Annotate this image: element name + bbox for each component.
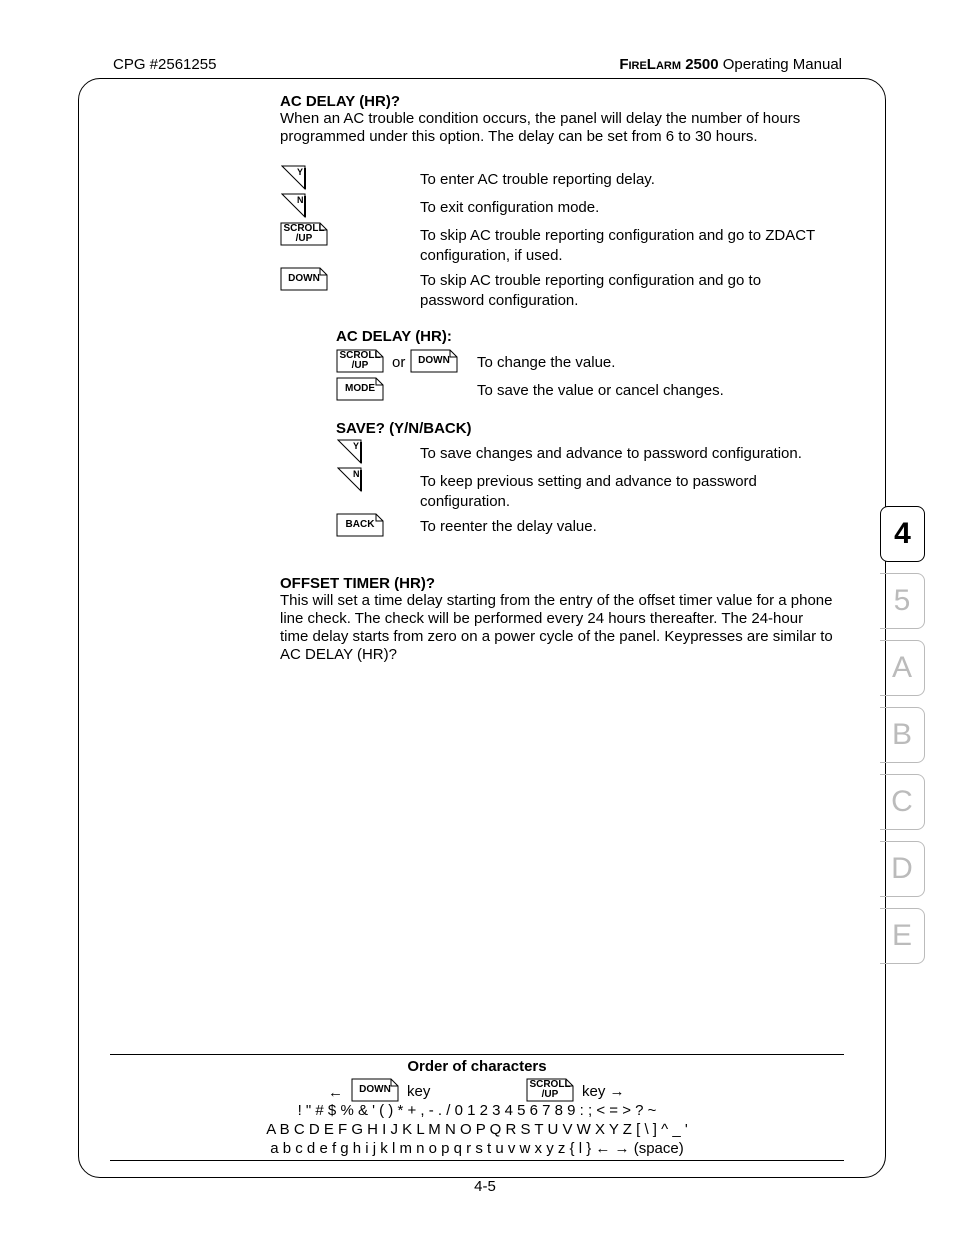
divider-bottom — [110, 1160, 844, 1161]
y-key-icon: Y — [281, 165, 307, 191]
subsection-title-ac-delay-value: AC DELAY (HR): — [336, 328, 452, 345]
tab-4[interactable]: 4 — [880, 506, 925, 562]
n-key-icon: N — [281, 193, 307, 219]
y-key-icon: Y — [337, 439, 363, 465]
mode-key-icon: MODE — [336, 377, 384, 401]
divider-top — [110, 1054, 844, 1055]
subsection-title-save: SAVE? (Y/N/BACK) — [336, 420, 472, 437]
char-line-lowercase: a b c d e f g h i j k l m n o p q r s t u v w x y z { l } ← → (space) — [270, 1140, 684, 1157]
left-arrow: ← — [328, 1084, 343, 1101]
order-of-characters-title: Order of characters — [407, 1058, 547, 1075]
manual-subtitle: Operating Manual — [722, 56, 842, 73]
row-text-keep-setting: To keep previous setting and advance to password configuration. — [420, 473, 757, 510]
section-body-offset-timer: This will set a time delay starting from the entry of the offset timer value for a phone line check. The check will be performed every 24 hours thereafter. The 24-hour time delay starts from zero on a power cycle of the panel. Keypresses are similar to AC DELAY (HR)? — [280, 592, 833, 663]
document-id: CPG #2561255 — [113, 56, 217, 73]
n-key-icon: N — [337, 467, 363, 493]
page-number: 4-5 — [474, 1178, 496, 1195]
section-body-ac-delay: When an AC trouble condition occurs, the panel will delay the number of hours programmed under this option. The delay can be set from 6 to 30 hours. — [280, 110, 801, 145]
right-arrow: → — [609, 1083, 625, 1100]
row-text-skip-zdact: To skip AC trouble reporting configuration and go to ZDACT configuration, if used. — [420, 227, 815, 264]
back-key-icon: BACK — [336, 513, 384, 537]
tab-a[interactable]: A — [880, 640, 925, 696]
or-text: or — [392, 354, 406, 371]
tab-d[interactable]: D — [880, 841, 925, 897]
row-text-skip-password: To skip AC trouble reporting configuration and go to password configuration. — [420, 272, 762, 309]
key-label-right — [582, 1082, 625, 1102]
tab-b[interactable]: B — [880, 707, 925, 763]
key-label-left: key — [407, 1083, 431, 1100]
down-key-icon: DOWN — [280, 267, 328, 291]
char-line-symbols: ! " # $ % & ' ( ) * + , - . / 0 1 2 3 4 5 6 7 8 9 : ; < = > ? ~ — [297, 1102, 657, 1119]
key-word: key — [582, 1083, 606, 1100]
row-text-save-advance: To save changes and advance to password configuration. — [420, 445, 802, 462]
row-text-reenter: To reenter the delay value. — [420, 518, 597, 535]
brand-name: FireLarm — [619, 56, 682, 73]
char-line-uppercase: A B C D E F G H I J K L M N O P Q R S T U V W X Y Z [ \ ] ^ _ ' — [266, 1121, 688, 1138]
manual-title — [619, 56, 842, 73]
model-number: 2500 — [685, 56, 719, 73]
tab-c[interactable]: C — [880, 774, 925, 830]
section-title-ac-delay: AC DELAY (HR)? — [280, 93, 401, 110]
scroll-up-key-icon: SCROLL /UP — [526, 1078, 574, 1102]
section-title-offset-timer: OFFSET TIMER (HR)? — [280, 575, 435, 592]
down-key-icon: DOWN — [351, 1078, 399, 1102]
scroll-up-key-icon: SCROLL /UP — [336, 349, 384, 373]
row-text-change-value: To change the value. — [477, 354, 616, 371]
row-text-save-value: To save the value or cancel changes. — [477, 382, 724, 399]
row-text-exit: To exit configuration mode. — [420, 199, 600, 216]
scroll-up-key-icon: SCROLL /UP — [280, 222, 328, 246]
tab-5[interactable]: 5 — [880, 573, 925, 629]
row-text-enter: To enter AC trouble reporting delay. — [420, 171, 655, 188]
tab-e[interactable]: E — [880, 908, 925, 964]
down-key-icon: DOWN — [410, 349, 458, 373]
